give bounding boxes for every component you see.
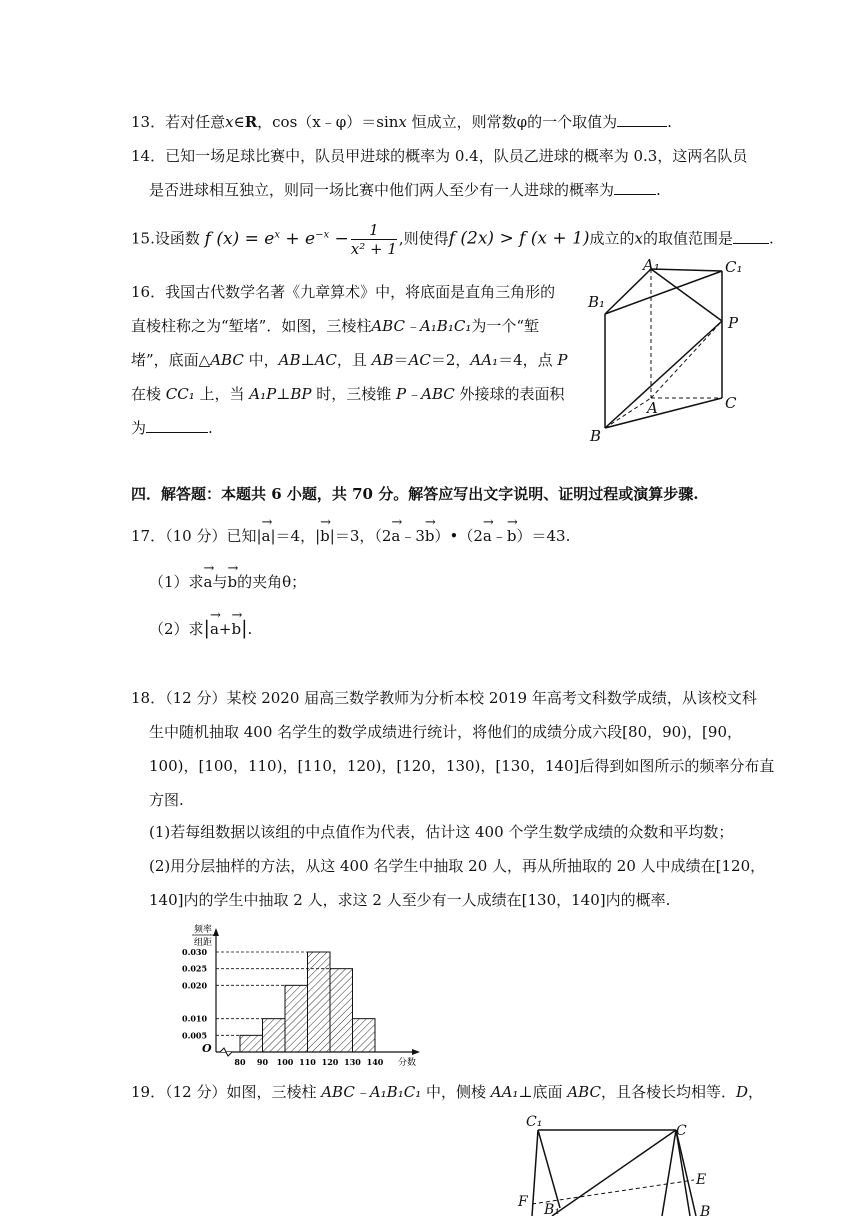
answer-blank — [614, 180, 656, 195]
y-tick-label: 0.020 — [182, 980, 208, 991]
question-16-line-2: 直棱柱称之为“堑堵”．如图，三棱柱ABC﹣A₁B₁C₁为一个“堑 — [131, 317, 539, 335]
edge-b1a1 — [605, 269, 651, 314]
question-13: 13．若对任意x∈R，cos（x﹣φ）＝sinx 恒成立，则常数φ的一个取值为 . — [131, 113, 672, 131]
question-17: 17．（10 分）已知|→ a|＝4，|→ b|＝3，（2→ a﹣3→ b）•（2→ a﹣→ b）＝43. — [131, 522, 570, 546]
question-16-line-4: 在棱 CC₁ 上，当 A₁P⊥BP 时，三棱锥 P﹣ABC 外接球的表面积 — [131, 385, 565, 403]
x-tick-label: 100 — [276, 1057, 294, 1067]
hidden-edge-ab — [605, 398, 651, 428]
answer-blank — [617, 112, 667, 127]
hidden-edge-ap — [651, 321, 722, 398]
edge-c-diag — [552, 1130, 676, 1216]
y-tick-label: 0.005 — [182, 1030, 208, 1041]
label-b: B — [700, 1204, 711, 1216]
question-14-line-1: 14．已知一场足球比赛中，队员甲进球的概率为 0.4，队员乙进球的概率为 0.3，这两名队员 — [131, 147, 748, 165]
edge-c-down — [676, 1130, 696, 1216]
question-18-line-4: 方图. — [149, 791, 184, 809]
histogram-bar — [330, 969, 353, 1052]
ylabel-bottom: 组距 — [194, 938, 213, 948]
question-18-part-2-line-1: (2)用分层抽样的方法，从这 400 名学生中抽取 20 人，再从所抽取的 20 人中成绩在[120， — [149, 857, 766, 875]
histogram-bar — [308, 952, 331, 1052]
label-b1: B₁ — [588, 293, 606, 311]
question-16-line-5: 为 . — [131, 419, 213, 437]
xlabel: 分数 — [398, 1058, 417, 1067]
label-b: B — [590, 427, 602, 445]
question-18-line-2: 生中随机抽取 400 名学生的数学成绩进行统计，将他们的成绩分成六段[80，90)，[90， — [149, 723, 742, 741]
edge-a1c1 — [651, 269, 722, 271]
edge-bc — [605, 398, 722, 428]
question-18-part-2-line-2: 140]内的学生中抽取 2 人，求这 2 人至少有一人成绩在[130，140]内的概率. — [149, 891, 671, 909]
edge-c-b — [676, 1130, 690, 1216]
x-tick-label: 140 — [366, 1057, 384, 1067]
prism-figure — [585, 258, 755, 450]
question-18-part-1: (1)若每组数据以该组的中点值作为代表，估计这 400 个学生数学成绩的众数和平均数； — [149, 823, 734, 841]
answer-blank — [146, 418, 208, 433]
label-c: C — [676, 1123, 687, 1139]
x-tick-labels — [234, 1057, 383, 1067]
question-19: 19．（12 分）如图，三棱柱 ABC﹣A₁B₁C₁ 中，侧棱 AA₁⊥底面 ABC，且各棱长均相等．D， — [131, 1083, 763, 1101]
y-tick-label: 0.030 — [182, 947, 208, 957]
question-16-line-1: 16．我国古代数学名著《九章算术》中，将底面是直角三角形的 — [131, 283, 556, 301]
histogram-bar — [353, 1019, 376, 1052]
edge-c1-b1 — [538, 1130, 560, 1208]
y-tick-label: 0.010 — [182, 1013, 208, 1024]
label-b1: B₁ — [544, 1202, 560, 1216]
frequency-histogram — [180, 922, 440, 1067]
x-tick-label: 130 — [344, 1057, 361, 1067]
edge-c-inner — [662, 1130, 676, 1216]
label-c1: C₁ — [725, 258, 743, 276]
origin-label: O — [202, 1042, 212, 1055]
prism-figure-19 — [512, 1108, 732, 1216]
question-17-part-2: （2）求|→ a+→ b|. — [149, 615, 252, 639]
question-17-part-1: （1）求→ a与→ b的夹角θ； — [149, 568, 306, 592]
question-18-line-3: 100)，[100，110)，[110，120)，[120，130)，[130，140]后得到如图所示的频率分布直 — [149, 757, 775, 775]
label-a: A — [647, 399, 658, 417]
histogram-bars — [240, 952, 375, 1052]
x-tick-label: 120 — [321, 1057, 339, 1067]
edge-bp — [605, 321, 722, 428]
question-18-line-1: 18．（12 分）某校 2020 届高三数学教师为分析本校 2019 年高考文科数学成绩，从该校文科 — [131, 689, 757, 707]
question-16-line-3: 堵”，底面△ABC 中，AB⊥AC，且 AB＝AC＝2，AA₁＝4，点 P — [131, 351, 568, 369]
histogram-bar — [285, 985, 308, 1052]
label-c1: C₁ — [526, 1114, 543, 1130]
hidden-edge-fe — [532, 1180, 694, 1204]
histogram-bar — [263, 1019, 286, 1052]
y-tick-label: 0.025 — [182, 963, 208, 974]
edge-a1p — [651, 269, 722, 321]
label-a1: A₁ — [643, 258, 660, 274]
x-tick-label: 80 — [234, 1057, 246, 1067]
ylabel-top: 频率 — [194, 925, 213, 935]
x-axis-arrow — [412, 1049, 420, 1055]
x-tick-label: 110 — [299, 1057, 316, 1067]
answer-blank — [733, 229, 769, 244]
label-p: P — [728, 314, 739, 332]
x-tick-label: 90 — [256, 1057, 269, 1067]
y-tick-labels — [182, 947, 207, 1040]
fraction: $\frac{1}{\text{x² + 1}}$ — [350, 221, 397, 259]
label-e: E — [696, 1172, 707, 1188]
label-c: C — [725, 394, 737, 412]
label-f: F — [518, 1194, 528, 1210]
question-14-line-2: 是否进球相互独立，则同一场比赛中他们两人至少有一人进球的概率为 . — [149, 181, 661, 199]
question-15: 15.设函数 f $(x) = e^x + e^{-x}$ − $\frac{1}{\text{x² + 1}}$ ,则使得f (2x) > f (x + 1)成立的x的取值范围是 . — [131, 221, 774, 259]
histogram-bar — [240, 1035, 263, 1052]
axis-break — [220, 1048, 232, 1056]
section-heading: 四．解答题：本题共 6 小题，共 70 分。解答应写出文字说明、证明过程或演算步骤. — [131, 485, 699, 503]
